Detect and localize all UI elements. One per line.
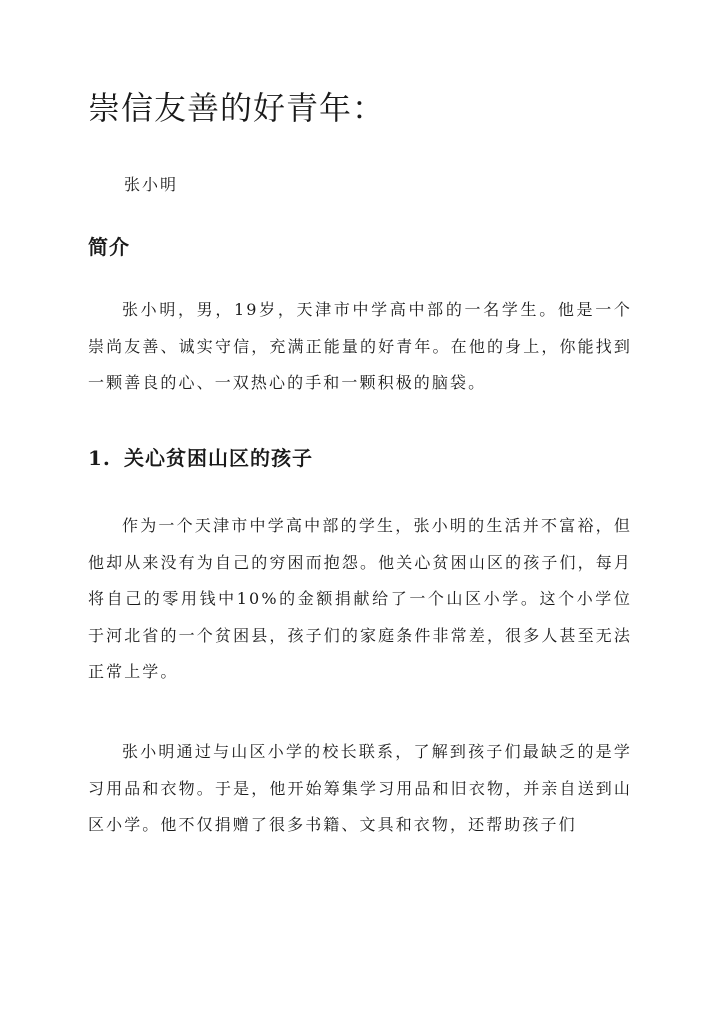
section-number: 1. — [88, 446, 111, 470]
section-title: 关心贫困山区的孩子 — [124, 446, 313, 470]
document-title: 崇信友善的好青年： — [88, 89, 386, 127]
body-paragraph: 作为一个天津市中学高中部的学生，张小明的生活并不富裕，但他却从来没有为自己的穷困而抱怨。他关心贫困山区的孩子们，每月将自己的零用钱中10%的金额捐献给了一个山区小学。这个小学位于河北省的一个贫困县，孩子们的家庭条件非常差，很多人甚至无法正常上学。 — [88, 516, 632, 681]
section-heading-intro: 简介 — [88, 235, 130, 259]
intro-paragraph: 张小明，男，19岁，天津市中学高中部的一名学生。他是一个崇尚友善、诚实守信，充满正能量的好青年。在他的身上，你能找到一颗善良的心、一双热心的手和一颗积极的脑袋。 — [88, 300, 632, 392]
section-heading-1 — [88, 443, 313, 473]
body-paragraph: 张小明通过与山区小学的校长联系，了解到孩子们最缺乏的是学习用品和衣物。于是，他开始筹集学习用品和旧衣物，并亲自送到山区小学。他不仅捐赠了很多书籍、文具和衣物，还帮助孩子们 — [88, 742, 632, 834]
author-name: 张小明 — [124, 175, 179, 194]
